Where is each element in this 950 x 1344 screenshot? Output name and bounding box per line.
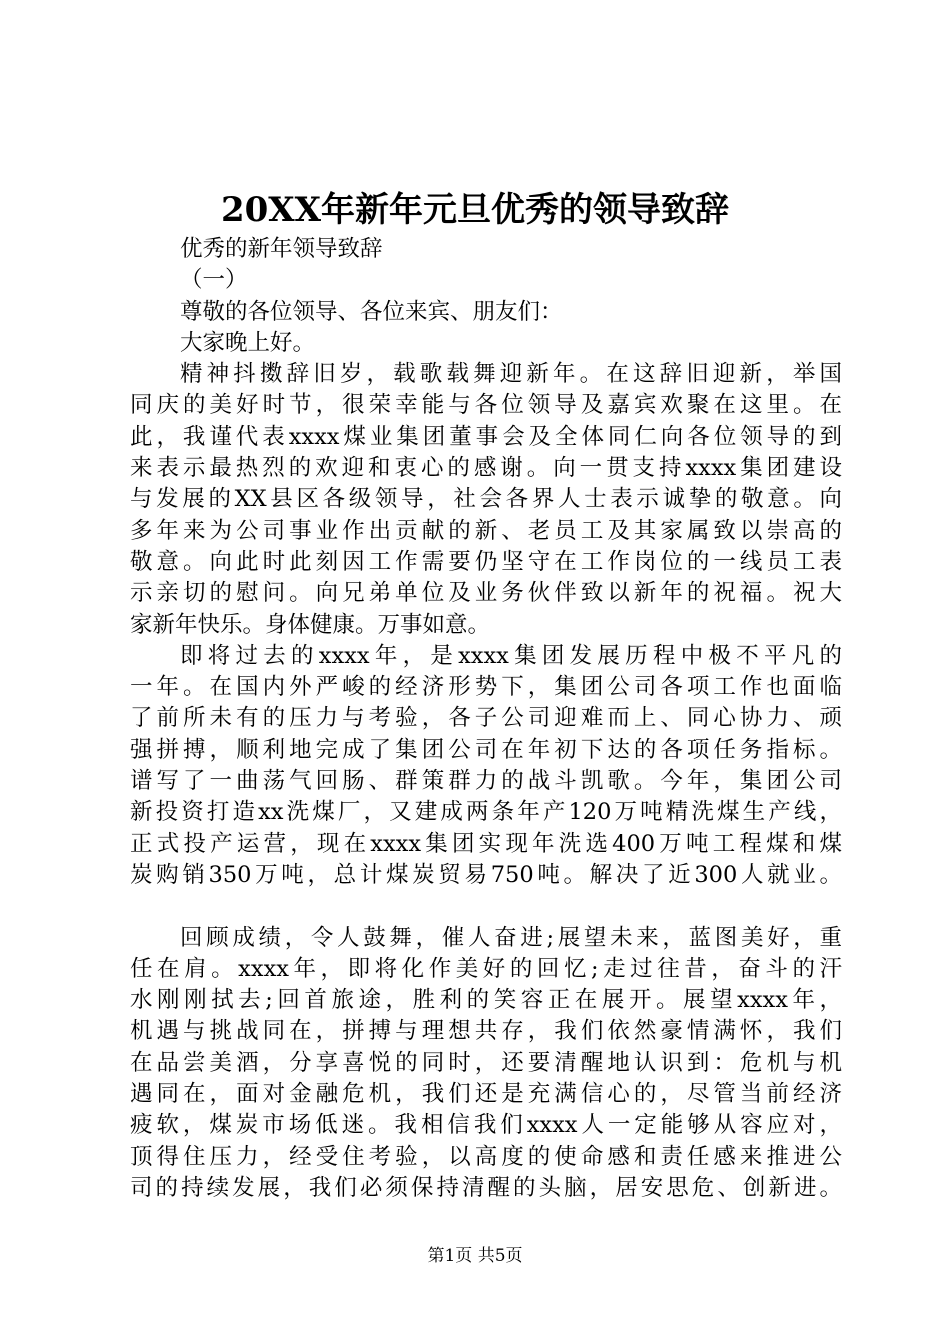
paragraph1-line: 同庆的美好时节，很荣幸能与各位领导及嘉宾欢聚在这里。在 [130, 392, 842, 419]
paragraph1-line: 多年来为公司事业作出贡献的新、老员工及其家属致以崇高的 [130, 517, 842, 544]
paragraph3-line: 遇同在，面对金融危机，我们还是充满信心的，尽管当前经济 [130, 1081, 842, 1108]
greeting-2: 大家晚上好。 [180, 329, 316, 356]
paragraph1-line: 与发展的XX县区各级领导，社会各界人士表示诚挚的敬意。向 [130, 486, 842, 513]
paragraph2-line: 一年。在国内外严峻的经济形势下，集团公司各项工作也面临 [130, 674, 842, 701]
paragraph3-line: 疲软，煤炭市场低迷。我相信我们xxxx人一定能够从容应对， [130, 1112, 842, 1139]
paragraph2-line: 了前所未有的压力与考验，各子公司迎难而上、同心协力、顽 [130, 705, 842, 732]
paragraph2-line: 新投资打造xx洗煤厂，又建成两条年产120万吨精洗煤生产线， [130, 799, 842, 826]
paragraph1-line: 敬意。向此时此刻因工作需要仍坚守在工作岗位的一线员工表 [130, 548, 842, 575]
paragraph3-line: 水刚刚拭去;回首旅途，胜利的笑容正在展开。展望xxxx年， [130, 987, 842, 1014]
paragraph3-line: 任在肩。xxxx年，即将化作美好的回忆;走过往昔，奋斗的汗 [130, 955, 842, 982]
paragraph1-line: 家新年快乐。身体健康。万事如意。 [130, 611, 491, 638]
greeting: 尊敬的各位领导、各位来宾、朋友们： [180, 298, 563, 325]
paragraph2-line: 炭购销350万吨，总计煤炭贸易750吨。解决了近300人就业。 [130, 861, 842, 888]
paragraph2-line: 强拼搏，顺利地完成了集团公司在年初下达的各项任务指标。 [130, 736, 842, 763]
paragraph3-line: 司的持续发展，我们必须保持清醒的头脑，居安思危、创新进。 [130, 1174, 842, 1201]
paragraph1-line: 此，我谨代表xxxx煤业集团董事会及全体同仁向各位领导的到 [130, 423, 842, 450]
page-number-footer: 第1页 共5页 [427, 1246, 523, 1266]
paragraph1-line: 来表示最热烈的欢迎和衷心的感谢。向一贯支持xxxx集团建设 [130, 455, 842, 482]
paragraph3-line: 顶得住压力，经受住考验，以高度的使命感和责任感来推进公 [130, 1143, 842, 1170]
paragraph3-line: 在品尝美酒，分享喜悦的同时，还要清醒地认识到：危机与机 [130, 1049, 842, 1076]
document-title: 20XX年新年元旦优秀的领导致辞 [220, 190, 730, 230]
paragraph-spacer [130, 891, 842, 922]
paragraph1-line: 示亲切的慰问。向兄弟单位及业务伙伴致以新年的祝福。祝大 [130, 580, 842, 607]
paragraph1-line: 精神抖擞辞旧岁，载歌载舞迎新年。在这辞旧迎新，举国 [180, 361, 842, 388]
paragraph2-line: 谱写了一曲荡气回肠、群策群力的战斗凯歌。今年，集团公司 [130, 768, 842, 795]
subtitle: 优秀的新年领导致辞 [180, 236, 383, 262]
section-marker: （一） [180, 267, 248, 294]
paragraph2-line: 即将过去的xxxx年，是xxxx集团发展历程中极不平凡的 [180, 642, 842, 669]
paragraph3-line: 机遇与挑战同在，拼搏与理想共存，我们依然豪情满怀，我们 [130, 1018, 842, 1045]
paragraph3-line: 回顾成绩，令人鼓舞，催人奋进;展望未来，蓝图美好，重 [180, 924, 842, 951]
document-body [130, 234, 842, 1204]
paragraph2-line: 正式投产运营，现在xxxx集团实现年洗选400万吨工程煤和煤 [130, 830, 842, 857]
